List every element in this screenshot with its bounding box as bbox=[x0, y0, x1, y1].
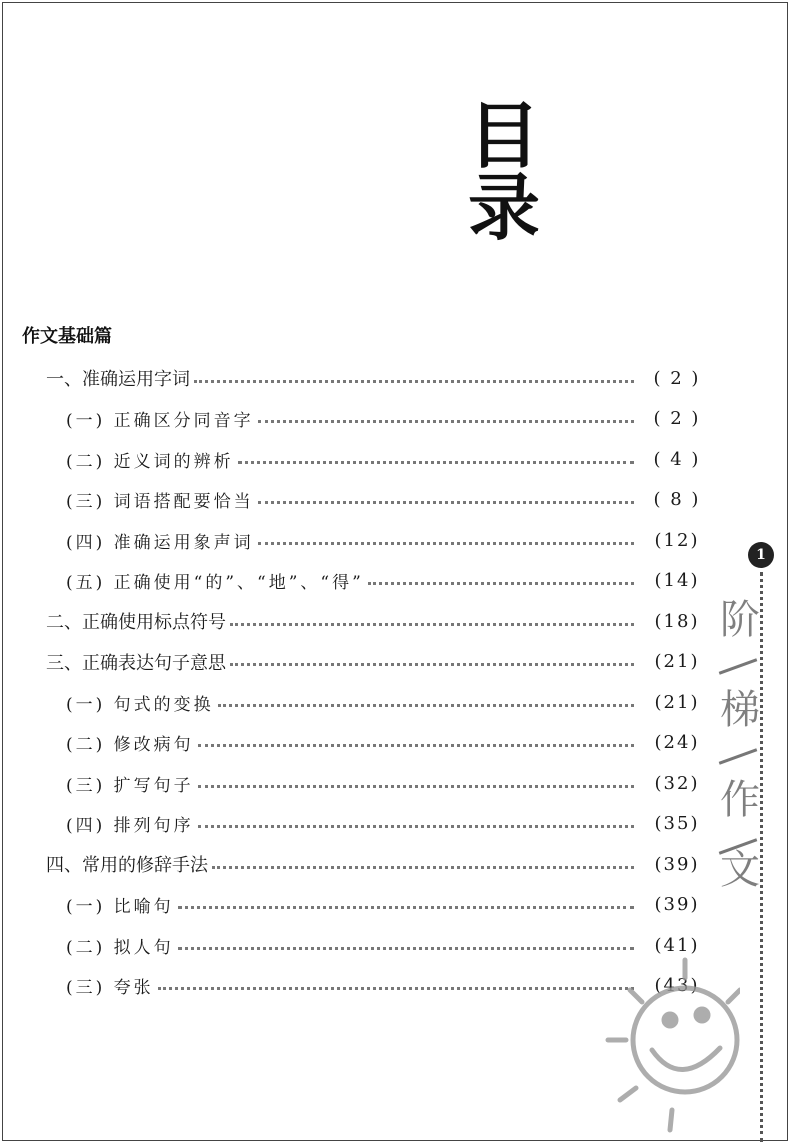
toc-entry[interactable] bbox=[66, 399, 712, 439]
leader-dots bbox=[194, 380, 634, 383]
toc-entry-label: (一) 句式的变换 bbox=[66, 694, 214, 715]
toc-entry-page: (39) bbox=[654, 853, 700, 875]
toc-entry-label: 二、正确使用标点符号 bbox=[46, 612, 226, 633]
vertical-char-4: 文 bbox=[720, 847, 760, 893]
toc-entry[interactable] bbox=[66, 682, 712, 722]
toc-entry-page: (21) bbox=[654, 651, 700, 672]
toc-entry[interactable] bbox=[66, 723, 712, 763]
toc-entry-label: (一) 正确区分同音字 bbox=[66, 411, 254, 431]
toc-entry-page: ( 8 ) bbox=[653, 489, 701, 510]
leader-dots bbox=[178, 947, 634, 950]
toc-entry-label: (四) 准确运用象声词 bbox=[66, 532, 254, 553]
side-decoration bbox=[700, 530, 790, 1143]
decorative-bar bbox=[719, 658, 758, 674]
toc-entry-page: (24) bbox=[654, 732, 700, 753]
leader-dots bbox=[178, 906, 634, 909]
toc-entry-label: 三、正确表达句子意思 bbox=[46, 652, 226, 674]
toc-entry-page: (32) bbox=[654, 772, 700, 794]
toc-entry[interactable] bbox=[66, 439, 712, 479]
toc-entry[interactable] bbox=[46, 358, 712, 398]
toc-entry[interactable] bbox=[46, 844, 712, 884]
leader-dots bbox=[258, 420, 634, 423]
toc-entry-page: (41) bbox=[654, 934, 700, 956]
leader-dots bbox=[158, 987, 634, 990]
vertical-char-3: 作 bbox=[720, 777, 760, 823]
leader-dots bbox=[212, 866, 634, 869]
leader-dots bbox=[218, 704, 634, 707]
toc-entry[interactable] bbox=[46, 601, 712, 641]
toc-entry[interactable] bbox=[66, 520, 712, 560]
toc-entry-page: (21) bbox=[654, 691, 700, 713]
toc-entry[interactable] bbox=[66, 763, 712, 803]
leader-dots bbox=[258, 542, 634, 545]
section-heading: 作文基础篇 bbox=[22, 326, 112, 347]
leader-dots bbox=[198, 785, 634, 788]
toc-entry-label: 一、准确运用字词 bbox=[46, 369, 190, 390]
page-number-badge: 1 bbox=[748, 542, 774, 568]
leader-dots bbox=[258, 501, 634, 504]
toc-entry[interactable] bbox=[66, 885, 712, 925]
toc-entry-page: (43) bbox=[654, 975, 700, 996]
toc-entry-label: (二) 修改病句 bbox=[66, 735, 194, 755]
toc-entry-page: ( 4 ) bbox=[653, 448, 701, 470]
toc-entry-page: ( 2 ) bbox=[653, 367, 701, 389]
toc-entry[interactable] bbox=[66, 480, 712, 520]
toc-entry-label: (二) 拟人句 bbox=[66, 937, 174, 958]
toc-entry-page: (18) bbox=[654, 610, 700, 632]
toc-entry-page: (12) bbox=[654, 529, 700, 551]
toc-entry[interactable] bbox=[66, 561, 712, 601]
toc-entry-page: (35) bbox=[654, 813, 700, 834]
toc-entry-label: (三) 扩写句子 bbox=[66, 775, 194, 796]
toc-entry-label: 四、常用的修辞手法 bbox=[46, 855, 208, 876]
toc-entry-label: (一) 比喻句 bbox=[66, 897, 174, 917]
toc-entry-label: (四) 排列句序 bbox=[66, 816, 194, 836]
smiley-sun-icon bbox=[590, 930, 740, 1143]
toc-entry-label: (二) 近义词的辨析 bbox=[66, 451, 234, 472]
leader-dots bbox=[198, 825, 634, 828]
leader-dots bbox=[238, 461, 634, 464]
leader-dots bbox=[230, 623, 634, 626]
toc-entry-label: (三) 夸张 bbox=[66, 978, 154, 998]
decorative-bar bbox=[719, 748, 758, 764]
page-title: 目 录 bbox=[468, 94, 599, 250]
toc-entry-page: ( 2 ) bbox=[653, 408, 701, 429]
toc-entry-page: (39) bbox=[654, 894, 700, 915]
toc-entry[interactable] bbox=[46, 642, 712, 682]
toc-entry-label: (三) 词语搭配要恰当 bbox=[66, 492, 254, 512]
vertical-char-1: 阶 bbox=[720, 597, 760, 643]
toc-entry-label: (五) 正确使用“的”、“地”、“得” bbox=[66, 573, 364, 593]
toc-entry-page: (14) bbox=[654, 570, 700, 591]
vertical-char-2: 梯 bbox=[720, 687, 760, 733]
leader-dots bbox=[198, 744, 634, 747]
leader-dots bbox=[368, 582, 634, 585]
toc-entry[interactable] bbox=[66, 804, 712, 844]
leader-dots bbox=[230, 663, 634, 666]
